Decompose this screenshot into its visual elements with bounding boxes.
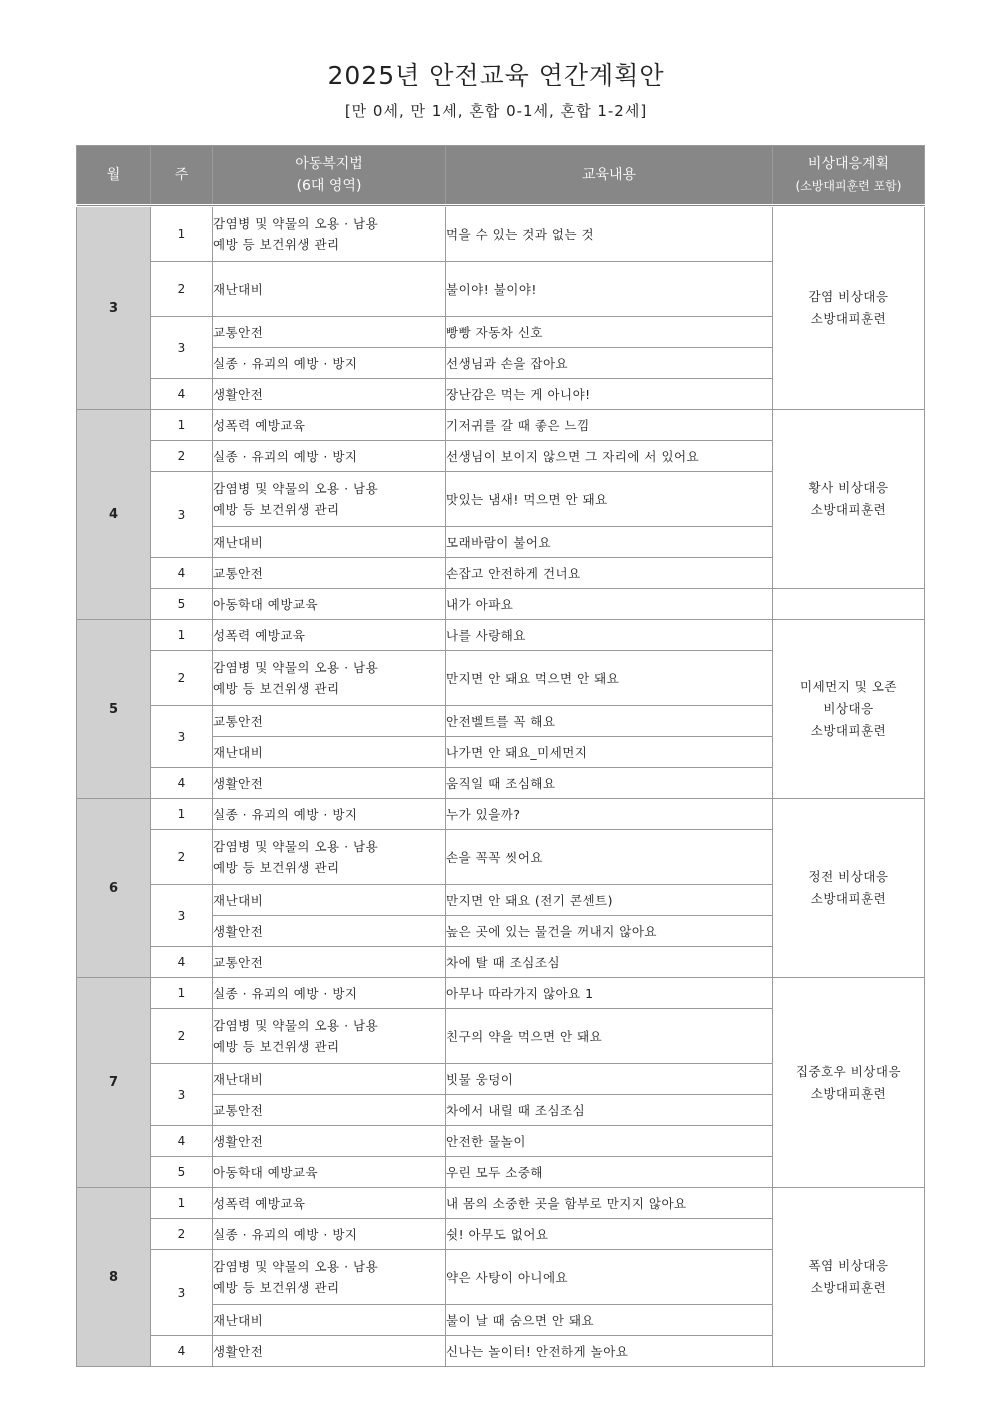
plan-line: 소방대피훈련 — [810, 311, 887, 326]
content-cell: 차에서 내릴 때 조심조심 — [446, 1095, 773, 1126]
content-cell: 손을 꼭꼭 씻어요 — [446, 830, 773, 885]
week-cell: 3 — [151, 1250, 213, 1336]
area-cell: 교통안전 — [213, 558, 446, 589]
content-cell: 빵빵 자동차 신호 — [446, 317, 773, 348]
month-cell: 8 — [77, 1188, 151, 1367]
plan-line: 비상대응 — [823, 701, 874, 716]
week-cell: 1 — [151, 799, 213, 830]
content-cell: 안전벨트를 꼭 해요 — [446, 706, 773, 737]
plan-line: 미세먼지 및 오존 — [800, 679, 897, 694]
week-cell: 1 — [151, 978, 213, 1009]
area-cell: 아동학대 예방교육 — [213, 589, 446, 620]
area-cell: 실종 · 유괴의 예방 · 방지 — [213, 799, 446, 830]
week-cell: 5 — [151, 1157, 213, 1188]
area-cell: 재난대비 — [213, 1305, 446, 1336]
area-cell: 재난대비 — [213, 1064, 446, 1095]
area-cell: 재난대비 — [213, 262, 446, 317]
area-cell: 교통안전 — [213, 947, 446, 978]
month-cell: 6 — [77, 799, 151, 978]
emergency-plan-cell — [773, 620, 925, 799]
table-row — [77, 620, 925, 651]
content-cell: 불이 날 때 숨으면 안 돼요 — [446, 1305, 773, 1336]
area-cell: 재난대비 — [213, 527, 446, 558]
area-cell: 실종 · 유괴의 예방 · 방지 — [213, 441, 446, 472]
emergency-plan-cell — [773, 206, 925, 410]
week-cell: 2 — [151, 1009, 213, 1064]
content-cell: 기저귀를 갈 때 좋은 느낌 — [446, 410, 773, 441]
table-row — [77, 978, 925, 1009]
area-cell: 실종 · 유괴의 예방 · 방지 — [213, 1219, 446, 1250]
table-row — [77, 799, 925, 830]
content-cell: 내 몸의 소중한 곳을 함부로 만지지 않아요 — [446, 1188, 773, 1219]
content-cell: 먹을 수 있는 것과 없는 것 — [446, 206, 773, 262]
content-cell: 친구의 약을 먹으면 안 돼요 — [446, 1009, 773, 1064]
month-cell: 4 — [77, 410, 151, 620]
table-row — [77, 589, 925, 620]
area-cell: 성폭력 예방교육 — [213, 410, 446, 441]
page-title: 2025년 안전교육 연간계획안 — [327, 61, 665, 90]
week-cell: 3 — [151, 1064, 213, 1126]
emergency-plan-cell — [773, 978, 925, 1188]
week-cell: 4 — [151, 947, 213, 978]
content-cell: 빗물 웅덩이 — [446, 1064, 773, 1095]
plan-line: 정전 비상대응 — [808, 869, 889, 884]
week-cell: 2 — [151, 262, 213, 317]
area-line: 예방 등 보건위생 관리 — [213, 1039, 340, 1054]
content-cell: 안전한 물놀이 — [446, 1126, 773, 1157]
table-row — [77, 410, 925, 441]
week-cell: 1 — [151, 206, 213, 262]
area-line: 예방 등 보건위생 관리 — [213, 1280, 340, 1295]
header-emergency-plan — [773, 146, 925, 206]
week-cell: 2 — [151, 441, 213, 472]
week-cell: 2 — [151, 651, 213, 706]
content-cell: 높은 곳에 있는 물건을 꺼내지 않아요 — [446, 916, 773, 947]
month-cell: 3 — [77, 206, 151, 410]
content-cell: 나를 사랑해요 — [446, 620, 773, 651]
week-cell: 3 — [151, 885, 213, 947]
area-cell: 실종 · 유괴의 예방 · 방지 — [213, 348, 446, 379]
content-cell: 불이야! 불이야! — [446, 262, 773, 317]
area-cell: 성폭력 예방교육 — [213, 620, 446, 651]
content-cell: 쉿! 아무도 없어요 — [446, 1219, 773, 1250]
plan-line: 소방대피훈련 — [810, 1280, 887, 1295]
page-subtitle: [만 0세, 만 1세, 혼합 0-1세, 혼합 1-2세] — [344, 102, 648, 120]
area-line: 감염병 및 약물의 오용 · 남용 — [213, 839, 379, 854]
area-cell: 생활안전 — [213, 916, 446, 947]
plan-line: 폭염 비상대응 — [808, 1258, 889, 1273]
plan-line: 집중호우 비상대응 — [795, 1063, 902, 1079]
month-cell: 7 — [77, 978, 151, 1188]
week-cell: 3 — [151, 706, 213, 768]
plan-line: 소방대피훈련 — [810, 723, 887, 738]
week-cell: 4 — [151, 558, 213, 589]
area-cell: 생활안전 — [213, 768, 446, 799]
content-cell: 장난감은 먹는 게 아니야! — [446, 379, 773, 410]
month-cell: 5 — [77, 620, 151, 799]
content-cell: 맛있는 냄새! 먹으면 안 돼요 — [446, 472, 773, 527]
content-cell: 신나는 놀이터! 안전하게 놀아요 — [446, 1336, 773, 1367]
content-cell: 움직일 때 조심해요 — [446, 768, 773, 799]
week-cell: 4 — [151, 379, 213, 410]
area-cell — [213, 651, 446, 706]
table-row — [77, 1188, 925, 1219]
area-line: 감염병 및 약물의 오용 · 남용 — [213, 1018, 379, 1033]
area-cell: 생활안전 — [213, 379, 446, 410]
area-cell — [213, 1250, 446, 1305]
table-row — [77, 206, 925, 262]
week-cell: 5 — [151, 589, 213, 620]
plan-line: 소방대피훈련 — [810, 1085, 887, 1101]
week-cell: 3 — [151, 472, 213, 558]
area-line: 감염병 및 약물의 오용 · 남용 — [213, 481, 379, 496]
area-line: 감염병 및 약물의 오용 · 남용 — [213, 660, 379, 675]
content-cell: 아무나 따라가지 않아요 1 — [446, 978, 773, 1009]
content-cell: 약은 사탕이 아니에요 — [446, 1250, 773, 1305]
week-cell: 1 — [151, 1188, 213, 1219]
area-cell: 교통안전 — [213, 317, 446, 348]
week-cell: 1 — [151, 410, 213, 441]
header-area-line1: 아동복지법 — [295, 156, 363, 172]
content-cell: 우린 모두 소중해 — [446, 1157, 773, 1188]
content-cell: 선생님이 보이지 않으면 그 자리에 서 있어요 — [446, 441, 773, 472]
content-cell: 차에 탈 때 조심조심 — [446, 947, 773, 978]
content-cell: 누가 있을까? — [446, 799, 773, 830]
week-cell: 2 — [151, 1219, 213, 1250]
header-area — [213, 146, 446, 206]
week-cell: 3 — [151, 317, 213, 379]
safety-plan-table — [76, 145, 925, 1367]
area-line: 예방 등 보건위생 관리 — [213, 237, 340, 252]
header-area-line2: (6대 영역) — [296, 178, 362, 194]
emergency-plan-cell — [773, 410, 925, 589]
header-plan-line2: (소방대피훈련 포함) — [795, 179, 902, 193]
content-cell: 손잡고 안전하게 건너요 — [446, 558, 773, 589]
area-cell: 실종 · 유괴의 예방 · 방지 — [213, 978, 446, 1009]
area-cell: 재난대비 — [213, 737, 446, 768]
area-cell — [213, 206, 446, 262]
header-content: 교육내용 — [446, 146, 773, 206]
plan-line: 감염 비상대응 — [808, 289, 889, 304]
area-cell — [213, 830, 446, 885]
week-cell: 2 — [151, 830, 213, 885]
week-cell: 4 — [151, 1336, 213, 1367]
area-cell: 생활안전 — [213, 1126, 446, 1157]
emergency-plan-cell — [773, 1188, 925, 1367]
area-cell: 성폭력 예방교육 — [213, 1188, 446, 1219]
area-cell: 교통안전 — [213, 706, 446, 737]
week-cell: 1 — [151, 620, 213, 651]
area-line: 예방 등 보건위생 관리 — [213, 860, 340, 875]
header-plan-line1: 비상대응계획 — [807, 156, 890, 172]
area-line: 감염병 및 약물의 오용 · 남용 — [213, 216, 379, 231]
plan-line: 소방대피훈련 — [810, 891, 887, 906]
area-cell — [213, 1009, 446, 1064]
header-week: 주 — [151, 146, 213, 206]
area-line: 예방 등 보건위생 관리 — [213, 502, 340, 517]
area-cell: 교통안전 — [213, 1095, 446, 1126]
content-cell: 내가 아파요 — [446, 589, 773, 620]
content-cell: 모래바람이 불어요 — [446, 527, 773, 558]
area-cell: 아동학대 예방교육 — [213, 1157, 446, 1188]
content-cell: 만지면 안 돼요 (전기 콘센트) — [446, 885, 773, 916]
emergency-plan-cell — [773, 799, 925, 978]
area-line: 감염병 및 약물의 오용 · 남용 — [213, 1259, 379, 1274]
area-cell — [213, 472, 446, 527]
emergency-plan-cell-empty — [773, 589, 925, 620]
area-cell: 재난대비 — [213, 885, 446, 916]
week-cell: 4 — [151, 768, 213, 799]
content-cell: 나가면 안 돼요_미세먼지 — [446, 737, 773, 768]
area-line: 예방 등 보건위생 관리 — [213, 681, 340, 696]
content-cell: 선생님과 손을 잡아요 — [446, 348, 773, 379]
table-header-row — [77, 146, 925, 206]
plan-line: 황사 비상대응 — [808, 480, 889, 495]
content-cell: 만지면 안 돼요 먹으면 안 돼요 — [446, 651, 773, 706]
week-cell: 4 — [151, 1126, 213, 1157]
header-month: 월 — [77, 146, 151, 206]
area-cell: 생활안전 — [213, 1336, 446, 1367]
plan-line: 소방대피훈련 — [810, 502, 887, 517]
